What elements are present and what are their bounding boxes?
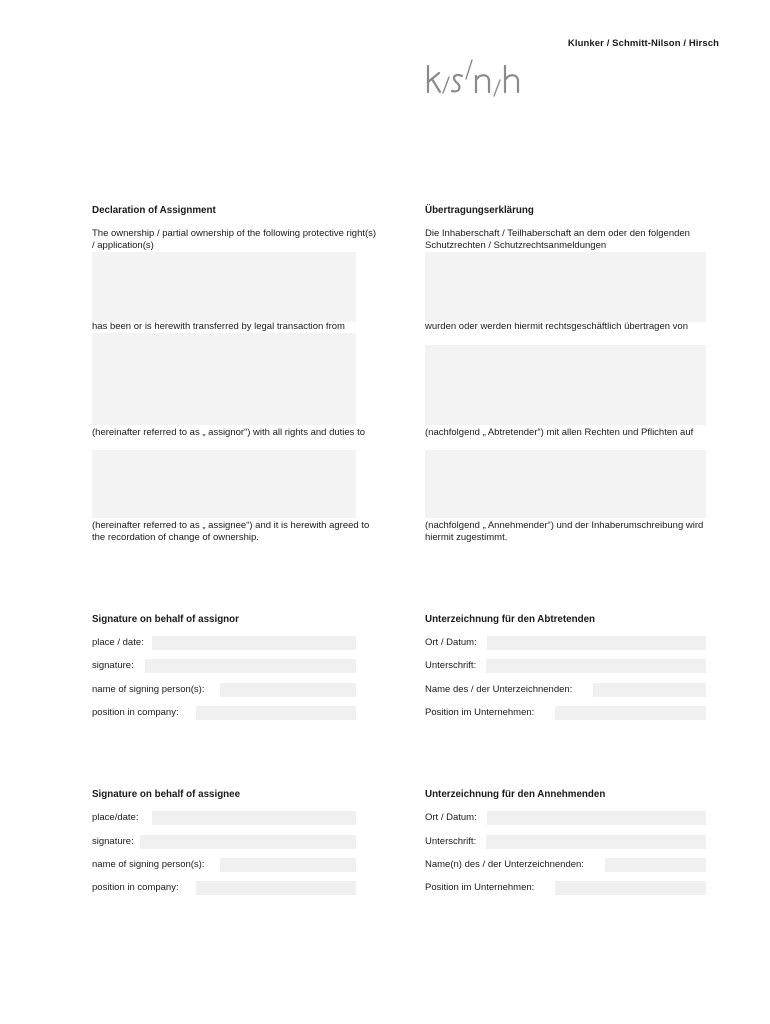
name-label-de: Name des / der Unterzeichnenden:: [425, 684, 573, 695]
assignor-position-field[interactable]: [196, 706, 356, 720]
assignor-input-area[interactable]: [92, 333, 356, 425]
assignee-position-row: [92, 881, 356, 895]
rights-input-area[interactable]: [92, 252, 356, 322]
declaration-title: Declaration of Assignment: [92, 205, 216, 216]
assignor-signature-row-de: [425, 659, 706, 673]
signature-label: signature:: [92, 836, 134, 847]
firm-name: Klunker / Schmitt-Nilson / Hirsch: [567, 38, 719, 49]
assignee-signature-field[interactable]: [140, 835, 356, 849]
assignor-name-field[interactable]: [220, 683, 356, 697]
transfer-paragraph-de: wurden oder werden hiermit rechtsgeschäftlich übertragen von: [425, 321, 688, 332]
ksnh-logo: [420, 52, 552, 98]
assignor-place-date-field-de[interactable]: [487, 636, 706, 650]
rights-paragraph: The ownership / partial ownership of the following protective right(s) / application(s): [92, 228, 377, 251]
assignor-signature-field-de[interactable]: [486, 659, 706, 673]
assignee-place-date-row: [92, 811, 356, 825]
assignor-name-row: [92, 683, 356, 697]
assignee-input-area-de[interactable]: [425, 450, 706, 518]
assignee-signature-title-de: Unterzeichnung für den Annehmenden: [425, 789, 606, 800]
assignee-place-date-field[interactable]: [152, 811, 356, 825]
assignor-signature-title: Signature on behalf of assignor: [92, 614, 239, 625]
place-date-label-de: Ort / Datum:: [425, 637, 477, 648]
name-label-de: Name(n) des / der Unterzeichnenden:: [425, 859, 584, 870]
declaration-title-de: Übertragungserklärung: [425, 205, 534, 216]
assignee-name-field-de[interactable]: [605, 858, 706, 872]
assignee-signature-row: [92, 835, 356, 849]
position-label-de: Position im Unternehmen:: [425, 882, 535, 893]
assignee-name-row: [92, 858, 356, 872]
position-label: position in company:: [92, 882, 179, 893]
assignee-input-area[interactable]: [92, 450, 356, 518]
assignor-place-date-row-de: [425, 636, 706, 650]
assignor-paragraph: (hereinafter referred to as „ assignor“) with all rights and duties to: [92, 427, 365, 438]
assignee-position-row-de: [425, 881, 706, 895]
assignor-input-area-de[interactable]: [425, 345, 706, 425]
position-label: position in company:: [92, 707, 179, 718]
assignee-name-field[interactable]: [220, 858, 356, 872]
position-label-de: Position im Unternehmen:: [425, 707, 535, 718]
assignor-paragraph-de: (nachfolgend „ Abtretender“) mit allen Rechten und Pflichten auf: [425, 427, 694, 438]
assignor-place-date-field[interactable]: [152, 636, 356, 650]
place-date-label: place/date:: [92, 812, 139, 823]
assignor-position-row-de: [425, 706, 706, 720]
assignee-place-date-row-de: [425, 811, 706, 825]
assignor-position-field-de[interactable]: [555, 706, 706, 720]
place-date-label-de: Ort / Datum:: [425, 812, 477, 823]
assignor-name-row-de: [425, 683, 706, 697]
assignor-signature-row: [92, 659, 356, 673]
assignee-place-date-field-de[interactable]: [487, 811, 706, 825]
assignee-position-field[interactable]: [196, 881, 356, 895]
assignee-signature-row-de: [425, 835, 706, 849]
assignee-signature-title: Signature on behalf of assignee: [92, 789, 241, 800]
name-label: name of signing person(s):: [92, 684, 205, 695]
assignee-name-row-de: [425, 858, 706, 872]
assignor-signature-title-de: Unterzeichnung für den Abtretenden: [425, 614, 595, 625]
assignee-signature-field-de[interactable]: [486, 835, 706, 849]
signature-label-de: Unterschrift:: [425, 660, 477, 671]
assignee-paragraph: (hereinafter referred to as „ assignee“) and it is herewith agreed to the recordation of change of ownership.: [92, 520, 370, 543]
rights-input-area-de[interactable]: [425, 252, 706, 322]
assignor-position-row: [92, 706, 356, 720]
signature-label-de: Unterschrift:: [425, 836, 477, 847]
signature-label: signature:: [92, 660, 134, 671]
rights-paragraph-de: Die Inhaberschaft / Teilhaberschaft an dem oder den folgenden Schutzrechten / Schutzrechtsanmeldungen: [425, 228, 690, 251]
assignor-name-field-de[interactable]: [593, 683, 706, 697]
transfer-paragraph: has been or is herewith transferred by legal transaction from: [92, 321, 345, 332]
assignor-signature-field[interactable]: [145, 659, 356, 673]
assignee-paragraph-de: (nachfolgend „ Annehmender“) und der Inhaberumschreibung wird hiermit zugestimmt.: [425, 520, 704, 543]
assignee-position-field-de[interactable]: [555, 881, 706, 895]
place-date-label: place / date:: [92, 637, 144, 648]
assignor-place-date-row: [92, 636, 356, 650]
name-label: name of signing person(s):: [92, 859, 205, 870]
